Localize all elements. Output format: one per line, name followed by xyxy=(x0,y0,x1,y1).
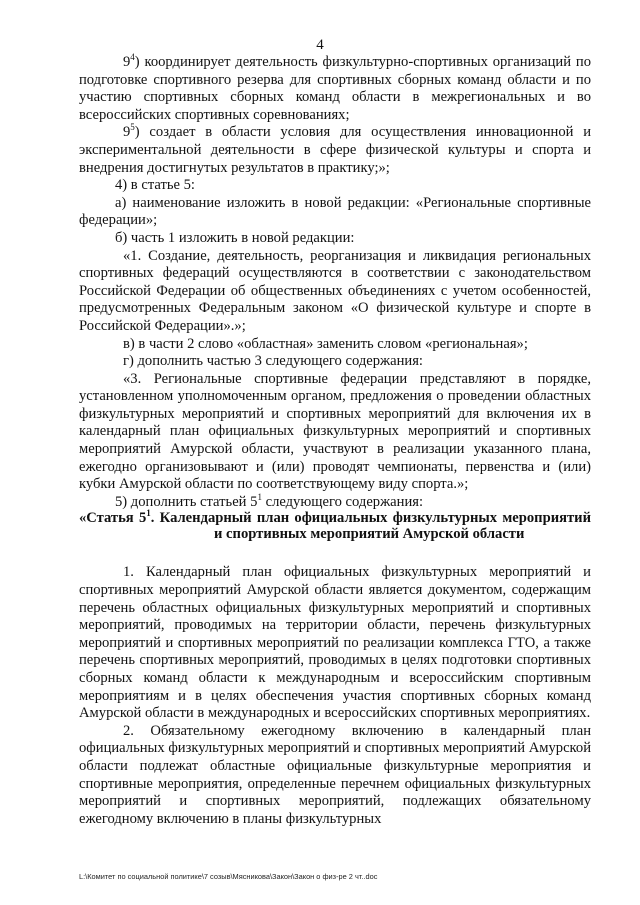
paragraph-text: ) создает в области условия для осуществления инновационной и экспериментальной деятельности в сфере физической культуры и спорта и внедрения достигнутых результатов в практику;»; xyxy=(79,124,591,176)
document-body xyxy=(79,54,591,828)
paragraph-item-5 xyxy=(79,491,591,512)
paragraph-item-9-5 xyxy=(79,124,591,177)
paragraph-subitem-g: г) дополнить частью 3 следующего содержания: xyxy=(123,353,423,370)
paragraph-part-3-text: «3. Региональные спортивные федерации представляют в порядке, установленном уполномоченным органом, предложения о проведении областных физкультурных мероприятий и спортивных мероприятий для включения их в календарный план официальных физкультурных мероприятий и спортивных мероприятий Амурской области, участвуют в реализации указанного плана, ежегодно организовывают и (или) проводят чемпионаты, первенства и (или) кубки Амурской области по соответствующему виду спорта.»; xyxy=(79,370,591,493)
item-number: 9 xyxy=(123,54,131,70)
paragraph-subitem-b: б) часть 1 изложить в новой редакции: xyxy=(115,229,355,246)
paragraph-text: следующего содержания: xyxy=(261,493,424,510)
article-heading xyxy=(79,508,591,542)
item-superscript: 1 xyxy=(257,491,262,502)
heading-text: . Календарный план официальных физкультурных мероприятий и спортивных мероприятий Амурской области xyxy=(150,510,591,542)
page-number: 4 xyxy=(316,37,324,53)
paragraph-article-part-2: 2. Обязательному ежегодному включению в календарный план официальных физкультурных мероприятий и спортивных мероприятий Амурской области подлежат областные официальные физкультурные мероприятия и спортивные мероприятия, определенные перечнем официальных физкультурных мероприятий и спортивных мероприятий, подлежащих обязательному ежегодному включению в планы физкультурных xyxy=(79,722,591,827)
paragraph-text: ) координирует деятельность физкультурно-спортивных организаций по подготовке спортивного резерва для спортивных сборных команд области и по участию спортивных сборных команд области в межрегиональных и во всероссийских спортивных соревнованиях; xyxy=(79,54,591,123)
file-path-footer: L:\Комитет по социальной политике\7 созыв\Мясникова\Закон\Закон о физ-ре 2 чт..doc xyxy=(79,872,378,881)
paragraph-article-5: 4) в статье 5: xyxy=(115,177,195,194)
paragraph-subitem-a: а) наименование изложить в новой редакции: «Региональные спортивные федерации»; xyxy=(79,194,591,229)
item-superscript: 5 xyxy=(130,122,135,133)
paragraph-part-1-text: «1. Создание, деятельность, реорганизация и ликвидация региональных спортивных федераций осуществляются в соответствии с законодательством Российской Федерации об общественных объединениях с учетом особенностей, предусмотренных Федеральным законом «О физической культуре и спорте в Российской Федерации».»; xyxy=(79,247,591,334)
item-number: 9 xyxy=(123,124,131,141)
paragraph-item-9-4 xyxy=(79,54,591,124)
heading-label: «Статья 5 xyxy=(79,510,147,527)
paragraph-text: 5) дополнить статьей 5 xyxy=(115,493,258,510)
item-superscript: 4 xyxy=(130,52,135,63)
heading-superscript: 1 xyxy=(146,508,151,519)
paragraph-article-part-1: 1. Календарный план официальных физкультурных мероприятий и спортивных мероприятий Амурской области является документом, содержащим перечень областных официальных физкультурных мероприятий и спортивных мероприятий, проводимых на территории области, перечень физкультурных мероприятий и спортивных мероприятий по реализации комплекса ГТО, а также перечень спортивных мероприятий, проводимых в целях подготовки спортивных сборных команд области к международным и всероссийским спортивным мероприятиям и в целях обеспечения участия спортивных сборных команд Амурской области в международных и всероссийских спортивных мероприятиях. xyxy=(79,564,591,722)
paragraph-subitem-v: в) в части 2 слово «областная» заменить словом «региональная»; xyxy=(123,335,528,352)
